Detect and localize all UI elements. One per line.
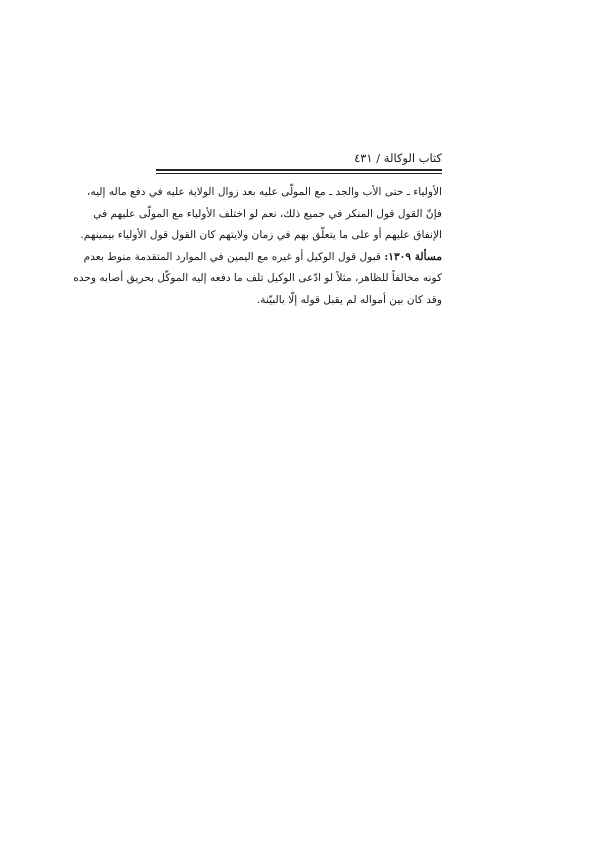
header-rule-thick <box>156 169 442 171</box>
text-line: الإنفاق عليهم أو على ما يتعلّق بهم في زمان ولايتهم كان القول قول الأولياء بيمينهم. <box>80 229 442 242</box>
header-rule-thin <box>156 173 442 174</box>
running-header: كتاب الوكالة / ٤٣١ <box>354 151 442 165</box>
text-line: الأولياء ـ حتى الأب والجد ـ مع المولّى عليه بعد زوال الولاية عليه في دفع ماله إليه، <box>87 186 442 198</box>
masala-line <box>83 247 442 269</box>
text-line: وقد كان بين أمواله لم يقبل قوله إلّا بالبيّنة. <box>256 293 442 306</box>
text-line: كونه مخالفاً للظاهر، مثلاً لو ادّعى الوكيل تلف ما دفعه إليه الموكّل بحريق أصابه وحده <box>73 272 442 285</box>
text-line: فإنّ القول قول المنكر في جميع ذلك، نعم لو اختلف الأولياء مع المولّى عليهم في <box>93 207 442 220</box>
masala-heading: مسألة ١٣٠٩: <box>384 250 442 263</box>
body-text <box>73 182 442 312</box>
text-segment: قبول قول الوكيل أو غيره مع اليمين في الموارد المتقدمة منوط بعدم <box>83 250 385 263</box>
